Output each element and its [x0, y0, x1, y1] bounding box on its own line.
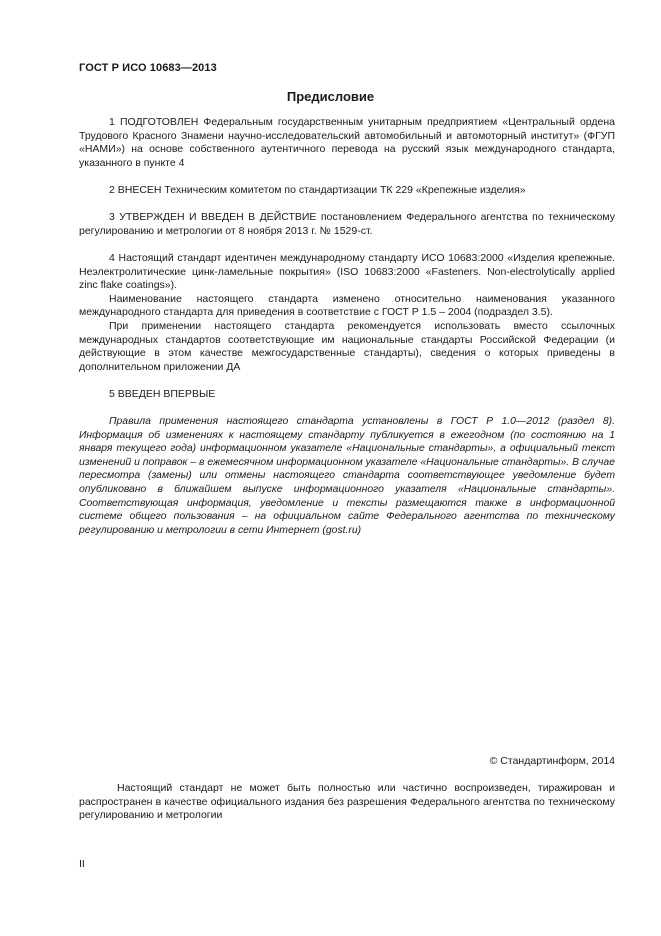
paragraph-prepared: 1 ПОДГОТОВЛЕН Федеральным государственным унитарным предприятием «Центральный ордена Трудового Красного Знамени научно-исследовательский автомобильный и автомоторный институт» (ФГУП «НАМИ») на основе собственного аутентичного перевода на русский язык международного стандарта, указанного в пункте 4 [79, 116, 615, 169]
paragraph-name-changed: Наименование настоящего стандарта изменено относительно наименования указанного международного стандарта для приведения в соответствие с ГОСТ Р 1.5 – 2004 (подраздел 3.5). [79, 292, 615, 319]
page-number: II [79, 858, 85, 870]
foreword-body [79, 116, 615, 537]
paragraph-first-introduced: 5 ВВЕДЕН ВПЕРВЫЕ [109, 387, 216, 400]
paragraph-rules: Правила применения настоящего стандарта установлены в ГОСТ Р 1.0—2012 (раздел 8). Информация об изменениях к настоящему стандарту публикуется в ежегодном (по состоянию на 1 января текущего года) информационном указателе «Национальные стандарты», а официальный текст изменений и поправок – в ежемесячном информационном указателе «Национальные стандарты». В случае пересмотра (замены) или отмены настоящего стандарта соответствующее уведомление будет опубликовано в ближайшем выпуске информационного указателя «Национальные стандарты». Соответствующая информация, уведомление и тексты размещаются также в информационной системе общего пользования – на официальном сайте Федерального агентства по техническому регулированию и метрологии в сети Интернет (gost.ru) [79, 416, 615, 536]
paragraph-application: При применении настоящего стандарта рекомендуется использовать вместо ссылочных международных стандартов соответствующие им национальные стандарты Российской Федерации (и действующие в этом качестве межгосударственные стандарты), сведения о которых приведены в дополнительном приложении ДА [79, 319, 615, 373]
reproduction-notice: Настоящий стандарт не может быть полностью или частично воспроизведен, тиражирован и распространен в качестве официального издания без разрешения Федерального агентства по техническому регулированию и метрологии [79, 782, 615, 822]
paragraph-introduced: 2 ВНЕСЕН Техническим комитетом по стандартизации ТК 229 «Крепежные изделия» [109, 183, 526, 196]
paragraph-identical: 4 Настоящий стандарт идентичен международному стандарту ИСО 10683:2000 «Изделия крепежные. Неэлектролитические цинк-ламельные покрытия» (ISO 10683:2000 «Fasteners. Non-electrolytically applied zinc flake coatings»). [79, 251, 615, 292]
page-title: Предисловие [286, 89, 375, 104]
document-header: ГОСТ Р ИСО 10683—2013 [79, 62, 217, 74]
paragraph-approved: 3 УТВЕРЖДЕН И ВВЕДЕН В ДЕЙСТВИЕ постановлением Федерального агентства по техническому регулированию и метрологии от 8 ноября 2013 г. № 1529-ст. [79, 211, 615, 237]
copyright-notice: © Стандартинформ, 2014 [489, 755, 615, 767]
